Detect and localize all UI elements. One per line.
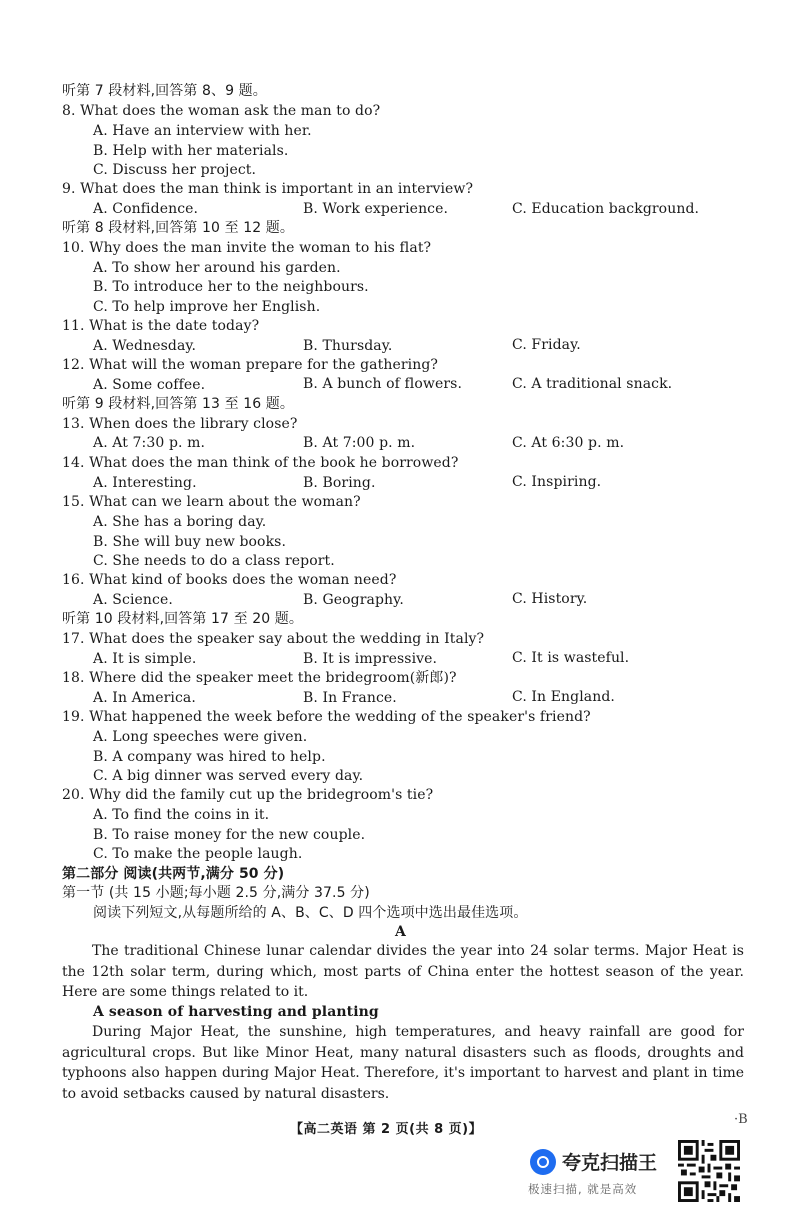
answer-option: A. To find the coins in it.: [93, 807, 270, 823]
answer-option: C. Discuss her project.: [93, 162, 257, 178]
answer-option: A. She has a boring day.: [93, 514, 267, 530]
answer-option: C. Inspiring.: [512, 474, 602, 490]
question-stem: 17. What does the speaker say about the wedding in Italy?: [62, 631, 485, 647]
answer-option: B. She will buy new books.: [93, 534, 287, 550]
answer-option: C. In England.: [512, 689, 615, 705]
scanner-slogan: 极速扫描, 就是高效: [528, 1182, 638, 1196]
question-stem: 20. Why did the family cut up the bridegroom's tie?: [62, 787, 434, 803]
question-stem: 19. What happened the week before the wedding of the speaker's friend?: [62, 709, 591, 725]
answer-option: A: [395, 924, 406, 940]
answer-option: A. Confidence.: [93, 201, 199, 217]
answer-option: C. It is wasteful.: [512, 650, 630, 666]
question-stem: 11. What is the date today?: [62, 318, 260, 334]
answer-option: C. History.: [512, 591, 588, 607]
answer-option: A. Science.: [93, 592, 173, 608]
answer-option: B. Help with her materials.: [93, 143, 289, 159]
answer-option: C. She needs to do a class report.: [93, 553, 335, 569]
answer-option: B. Boring.: [303, 475, 376, 491]
answer-option: A. At 7:30 p. m.: [93, 435, 206, 451]
question-stem: 9. What does the man think is important in an interview?: [62, 181, 474, 197]
section-instruction: 听第 9 段材料,回答第 13 至 16 题。: [62, 396, 294, 412]
answer-option: A. To show her around his garden.: [93, 260, 341, 276]
answer-option: B. A company was hired to help.: [93, 749, 326, 765]
answer-option: B. Geography.: [303, 592, 404, 608]
answer-option: A. Some coffee.: [93, 377, 206, 393]
section-instruction: 听第 8 段材料,回答第 10 至 12 题。: [62, 220, 294, 236]
answer-option: A. It is simple.: [93, 651, 197, 667]
section-instruction: 阅读下列短文,从每题所给的 A、B、C、D 四个选项中选出最佳选项。: [93, 905, 528, 921]
question-stem: 16. What kind of books does the woman need?: [62, 572, 397, 588]
qr-code-icon: [678, 1140, 740, 1202]
passage-paragraph-2: During Major Heat, the sunshine, high temperatures, and heavy rainfall are good for agricultural crops. But like Minor Heat, many natural disasters such as floods, droughts and typhoons also happen during Major Heat. Therefore, it's important to harvest and plant in time to avoid setbacks caused by natural disasters.: [62, 1024, 744, 1102]
question-stem: 10. Why does the man invite the woman to his flat?: [62, 240, 432, 256]
answer-option: B. To raise money for the new couple.: [93, 827, 366, 843]
answer-option: B. A bunch of flowers.: [303, 376, 462, 392]
section-instruction: 第二部分 阅读(共两节,满分 50 分): [62, 866, 285, 882]
question-stem: 13. When does the library close?: [62, 416, 298, 432]
question-stem: 12. What will the woman prepare for the gathering?: [62, 357, 438, 373]
question-stem: 15. What can we learn about the woman?: [62, 494, 361, 510]
answer-option: B. It is impressive.: [303, 651, 438, 667]
question-stem: 8. What does the woman ask the man to do?: [62, 103, 381, 119]
answer-option: B. Work experience.: [303, 201, 449, 217]
answer-option: C. Friday.: [512, 337, 581, 353]
answer-option: A. Interesting.: [93, 475, 197, 491]
passage-paragraph-1: The traditional Chinese lunar calendar divides the year into 24 solar terms. Major Heat is the 12th solar term, during which, most parts of China enter the hottest season of the year. Here are some things related to it.: [62, 943, 744, 1000]
scanner-watermark: [524, 1145, 674, 1195]
question-stem: 18. Where did the speaker meet the bridegroom(新郎)?: [62, 670, 457, 686]
answer-option: B. To introduce her to the neighbours.: [93, 279, 369, 295]
section-instruction: 听第 10 段材料,回答第 17 至 20 题。: [62, 611, 303, 627]
answer-option: A. Have an interview with her.: [93, 123, 312, 139]
answer-option: C. At 6:30 p. m.: [512, 435, 625, 451]
passage-subheading: A season of harvesting and planting: [93, 1004, 379, 1020]
answer-option: A. In America.: [93, 690, 196, 706]
answer-option: C. To make the people laugh.: [93, 846, 303, 862]
page-footer: 【高二英语 第 2 页(共 8 页)】: [290, 1122, 483, 1137]
answer-option: C. A traditional snack.: [512, 376, 673, 392]
answer-option: B. In France.: [303, 690, 397, 706]
answer-option: C. A big dinner was served every day.: [93, 768, 364, 784]
answer-option: C. Education background.: [512, 201, 700, 217]
question-stem: 14. What does the man think of the book he borrowed?: [62, 455, 459, 471]
scanner-brand-name: 夸克扫描王: [562, 1152, 658, 1174]
answer-option: A. Wednesday.: [93, 338, 197, 354]
answer-option: B. At 7:00 p. m.: [303, 435, 416, 451]
scanner-logo-icon: [530, 1149, 556, 1175]
section-instruction: 听第 7 段材料,回答第 8、9 题。: [62, 83, 267, 99]
answer-option: C. To help improve her English.: [93, 299, 321, 315]
answer-option: A. Long speeches were given.: [93, 729, 308, 745]
answer-option: B. Thursday.: [303, 338, 393, 354]
page-mark: ·B: [734, 1112, 748, 1127]
section-instruction: 第一节 (共 15 小题;每小题 2.5 分,满分 37.5 分): [62, 885, 370, 901]
